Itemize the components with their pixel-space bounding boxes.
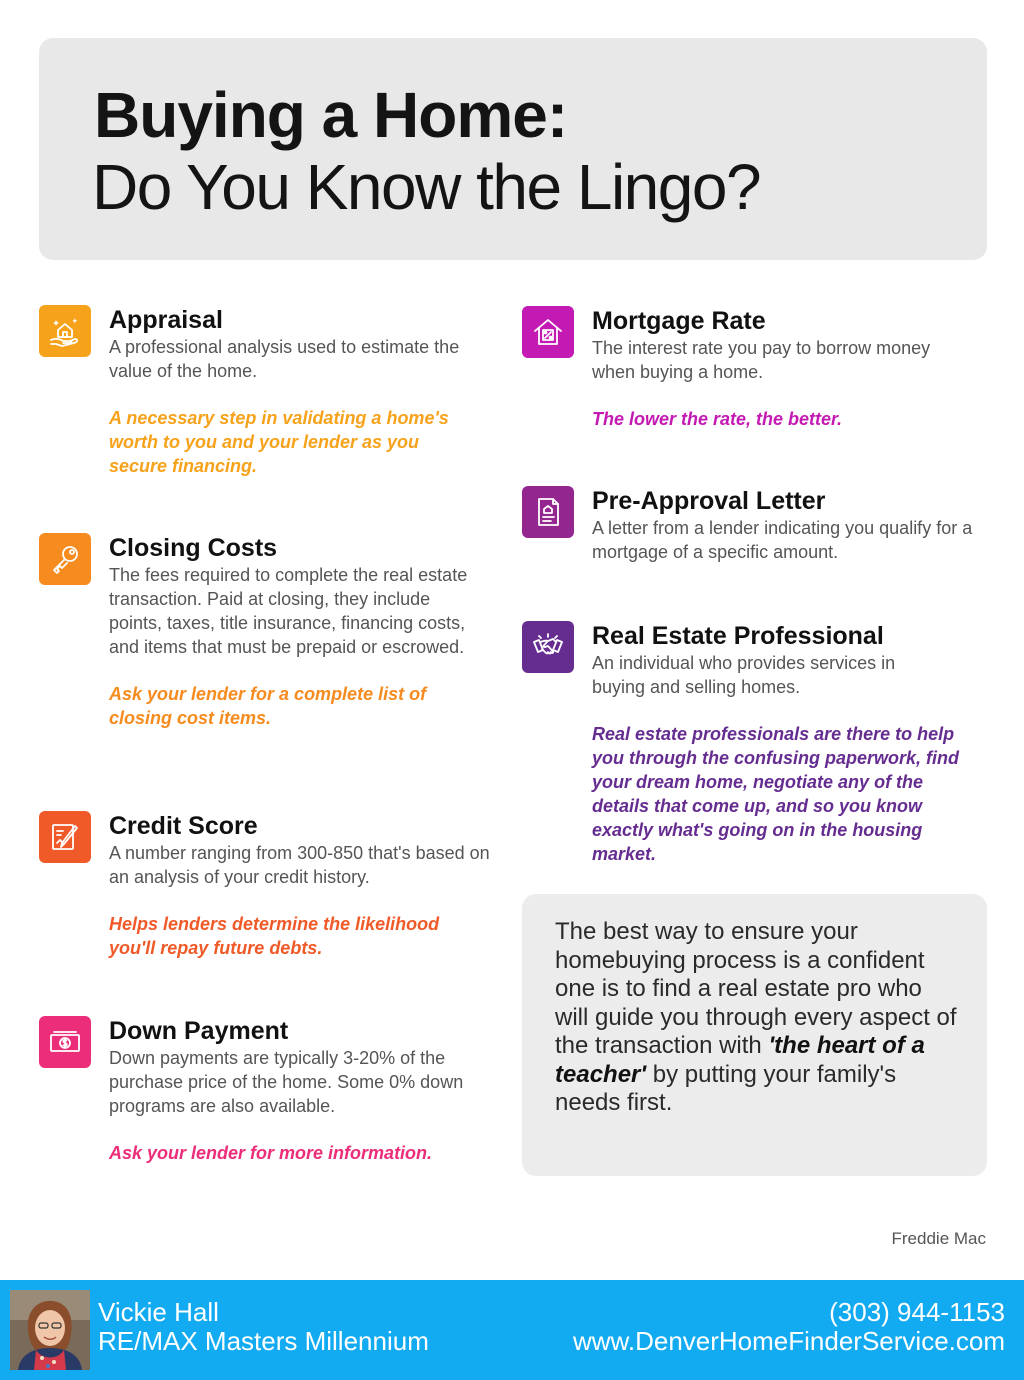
- term-definition: The interest rate you pay to borrow money when buying a home.: [592, 338, 931, 382]
- term-definition: Down payments are typically 3-20% of the purchase price of the home. Some 0% down programs are also available.: [109, 1048, 464, 1116]
- term-definition: A letter from a lender indicating you qualify for a mortgage of a specific amount.: [592, 518, 973, 562]
- key-icon: [39, 533, 91, 585]
- source-credit: Freddie Mac: [891, 1229, 986, 1248]
- term-title: Mortgage Rate: [592, 307, 766, 335]
- term-note: Ask your lender for a complete list of closing cost items.: [109, 684, 427, 728]
- letter-document-icon: [522, 486, 574, 538]
- document-pen-icon: [39, 811, 91, 863]
- quote-text: The best way to ensure your homebuying process is a confident one is to find a real estate pro who will guide you through every aspect of the transaction with 'the heart of a teacher' by putting your family's needs first.: [555, 918, 957, 1116]
- term-note: Helps lenders determine the likelihood you'll repay future debts.: [109, 914, 440, 958]
- term-title: Down Payment: [109, 1017, 289, 1045]
- term-title: Appraisal: [109, 306, 223, 334]
- agent-brokerage: RE/MAX Masters Millennium: [98, 1326, 429, 1356]
- term-definition: A professional analysis used to estimate the value of the home.: [109, 337, 460, 381]
- dollar-bill-icon: [39, 1016, 91, 1068]
- quote-box: [522, 894, 987, 1176]
- term-title: Credit Score: [109, 812, 258, 840]
- term-title: Closing Costs: [109, 534, 278, 562]
- agent-website-link[interactable]: www.DenverHomeFinderService.com: [572, 1326, 1005, 1356]
- term-definition: The fees required to complete the real estate transaction. Paid at closing, they include points, taxes, title insurance, financing costs, and items that must be prepaid or escrowed.: [109, 565, 468, 657]
- term-note: Ask your lender for more information.: [109, 1143, 433, 1163]
- house-percent-icon: [522, 306, 574, 358]
- page-title: Buying a Home:: [94, 79, 568, 151]
- handshake-icon: [522, 621, 574, 673]
- term-note: The lower the rate, the better.: [592, 409, 843, 429]
- house-in-hand-icon: [39, 305, 91, 357]
- term-title: Pre-Approval Letter: [592, 487, 826, 515]
- term-definition: A number ranging from 300-850 that's based on an analysis of your credit history.: [109, 843, 490, 887]
- term-title: Real Estate Professional: [592, 622, 884, 650]
- term-definition: An individual who provides services in buying and selling homes.: [592, 653, 896, 697]
- term-note: Real estate professionals are there to help you through the confusing paperwork, find your dream home, negotiate any of the details that come up, and so you know exactly what's going on in the housing market.: [592, 724, 959, 864]
- quote-emphasis: 'the heart of a teacher': [555, 1032, 925, 1088]
- avatar: [10, 1290, 90, 1370]
- page-subtitle: Do You Know the Lingo?: [92, 151, 761, 223]
- agent-phone[interactable]: (303) 944-1153: [829, 1297, 1005, 1327]
- agent-footer: [0, 1280, 1024, 1380]
- term-note: A necessary step in validating a home's worth to you and your lender as you secure financing.: [109, 408, 449, 476]
- agent-name: Vickie Hall: [98, 1297, 219, 1327]
